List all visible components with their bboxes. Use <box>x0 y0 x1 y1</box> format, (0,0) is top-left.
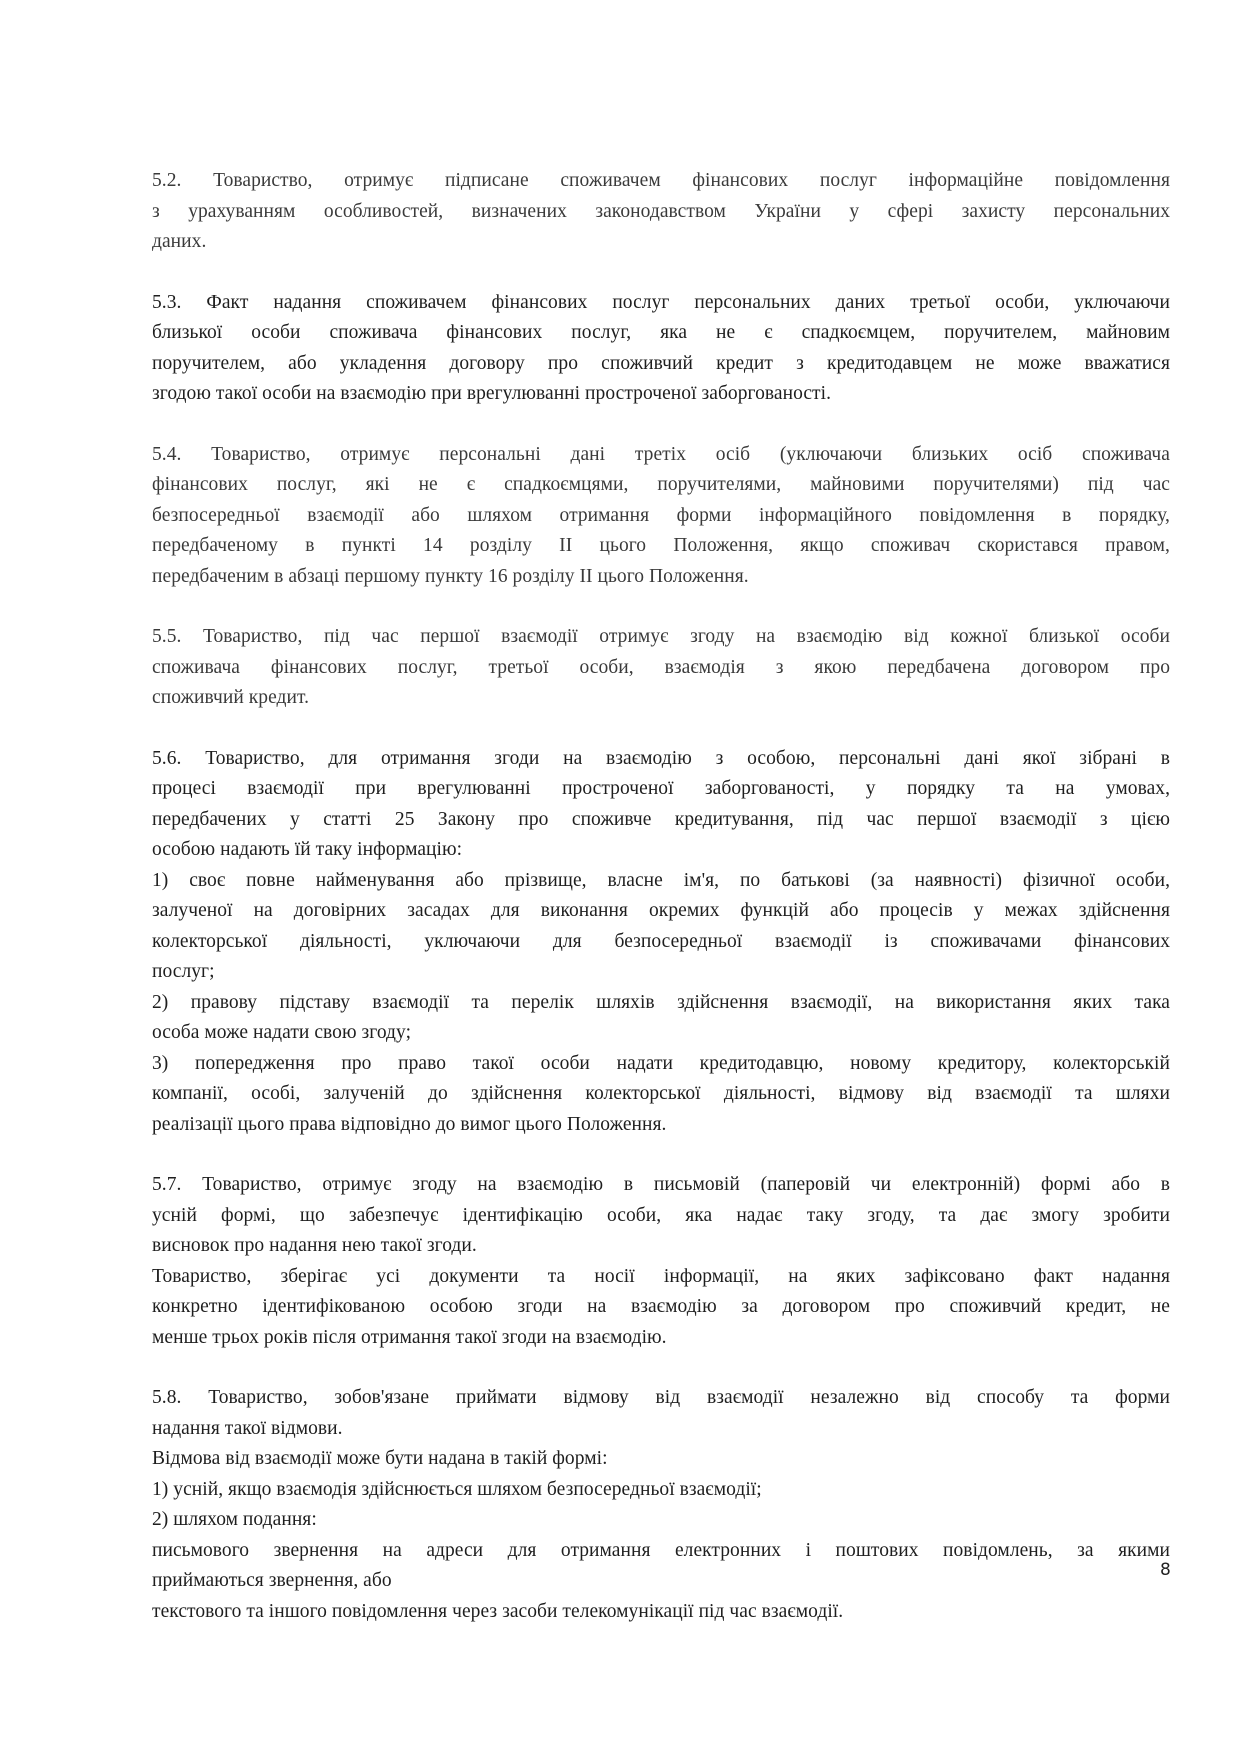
paragraph-5-4 <box>152 440 1170 593</box>
paragraph-5-2 <box>152 166 1170 258</box>
list-item-line: 1) своє повне найменування або прізвище, власне ім'я, по батькові (за наявності) фізичної особи, <box>152 869 1170 891</box>
paragraph-5-3 <box>152 288 1170 410</box>
text-line: 5.2. Товариство, отримує підписане споживачем фінансових послуг інформаційне повідомлення <box>152 170 1170 191</box>
text-line: надання такої відмови. <box>152 1417 343 1439</box>
text-line: споживчий кредит. <box>152 687 310 708</box>
text-line: безпосередньої взаємодії або шляхом отримання форми інформаційного повідомлення в порядку, <box>152 504 1170 526</box>
list-item-line: 2) правову підставу взаємодії та перелік шляхів здійснення взаємодії, на використання яких така <box>152 991 1170 1013</box>
paragraph-5-5 <box>152 622 1170 714</box>
text-line: 5.6. Товариство, для отримання згоди на взаємодію з особою, персональні дані якої зібрані в <box>152 747 1170 769</box>
text-line: приймаються звернення, або <box>152 1570 392 1591</box>
paragraph-5-8 <box>152 1383 1170 1627</box>
text-line: з урахуванням особливостей, визначених законодавством України у сфері захисту персональних <box>152 200 1170 222</box>
paragraph-5-6 <box>152 744 1170 1141</box>
text-line: текстового та іншого повідомлення через засоби телекомунікації під час взаємодії. <box>152 1600 844 1622</box>
list-item-line: 1) усній, якщо взаємодія здійснюється шляхом безпосередньої взаємодії; <box>152 1478 762 1500</box>
list-item-line: 2) шляхом подання: <box>152 1509 317 1530</box>
text-line: особою надають їй таку інформацію: <box>152 839 463 860</box>
text-line: даних. <box>152 231 207 252</box>
page-number: 8 <box>1160 1560 1171 1580</box>
text-line: процесі взаємодії при врегулюванні простроченої заборгованості, у порядку та на умовах, <box>152 778 1170 799</box>
list-item-line: реалізації цього права відповідно до вимог цього Положення. <box>152 1113 667 1135</box>
text-line: висновок про надання нею такої згоди. <box>152 1235 477 1256</box>
text-line: 5.5. Товариство, під час першої взаємодії отримує згоду на взаємодію від кожної близької особи <box>152 626 1170 647</box>
text-line: Відмова від взаємодії може бути надана в такій формі: <box>152 1448 608 1469</box>
text-line: споживача фінансових послуг, третьої особи, взаємодія з якою передбачена договором про <box>152 656 1170 678</box>
text-line: 5.7. Товариство, отримує згоду на взаємодію в письмовій (паперовій чи електронній) формі або в <box>152 1174 1170 1195</box>
text-line: Товариство, зберігає усі документи та носії інформації, на яких зафіксовано факт надання <box>152 1265 1170 1287</box>
document-body <box>152 166 1170 1657</box>
text-line: 5.3. Факт надання споживачем фінансових послуг персональних даних третьої особи, уключаючи <box>152 291 1170 313</box>
text-line: конкретно ідентифікованою особою згоди на взаємодію за договором про споживчий кредит, не <box>152 1296 1170 1317</box>
list-item-line: компанії, особі, залученій до здійснення колекторської діяльності, відмову від взаємодії та шляхи <box>152 1083 1170 1104</box>
text-line: поручителем, або укладення договору про споживчий кредит з кредитодавцем не може вважатися <box>152 352 1170 374</box>
text-line: згодою такої особи на взаємодію при врегулюванні простроченої заборгованості. <box>152 383 832 404</box>
list-item-line: залученої на договірних засадах для виконання окремих функцій або процесів у межах здійснення <box>152 900 1170 921</box>
text-line: передбаченим в абзаці першому пункту 16 розділу II цього Положення. <box>152 565 749 587</box>
text-line: менше трьох років після отримання такої згоди на взаємодію. <box>152 1326 667 1348</box>
list-item-line: колекторської діяльності, уключаючи для безпосередньої взаємодії із споживачами фінансових <box>152 930 1170 952</box>
text-line: усній формі, що забезпечує ідентифікацію особи, яка надає таку згоду, та дає змогу зробити <box>152 1204 1170 1226</box>
text-line: близької особи споживача фінансових послуг, яка не є спадкоємцем, поручителем, майновим <box>152 322 1170 343</box>
list-item-line: особа може надати свою згоду; <box>152 1022 412 1043</box>
text-line: 5.8. Товариство, зобов'язане приймати відмову від взаємодії незалежно від способу та форми <box>152 1387 1170 1408</box>
text-line: передбачених у статті 25 Закону про споживче кредитування, під час першої взаємодії з цією <box>152 808 1170 830</box>
text-line: фінансових послуг, які не є спадкоємцями, поручителями, майновими поручителями) під час <box>152 474 1170 495</box>
paragraph-5-7 <box>152 1170 1170 1353</box>
text-line: письмового звернення на адреси для отримання електронних і поштових повідомлень, за якими <box>152 1539 1170 1561</box>
list-item-line: 3) попередження про право такої особи надати кредитодавцю, новому кредитору, колекторській <box>152 1052 1170 1074</box>
text-line: 5.4. Товариство, отримує персональні дані третіх осіб (уключаючи близьких осіб споживача <box>152 443 1170 465</box>
list-item-line: послуг; <box>152 961 215 982</box>
text-line: передбаченому в пункті 14 розділу II цього Положення, якщо споживач скористався правом, <box>152 535 1170 556</box>
